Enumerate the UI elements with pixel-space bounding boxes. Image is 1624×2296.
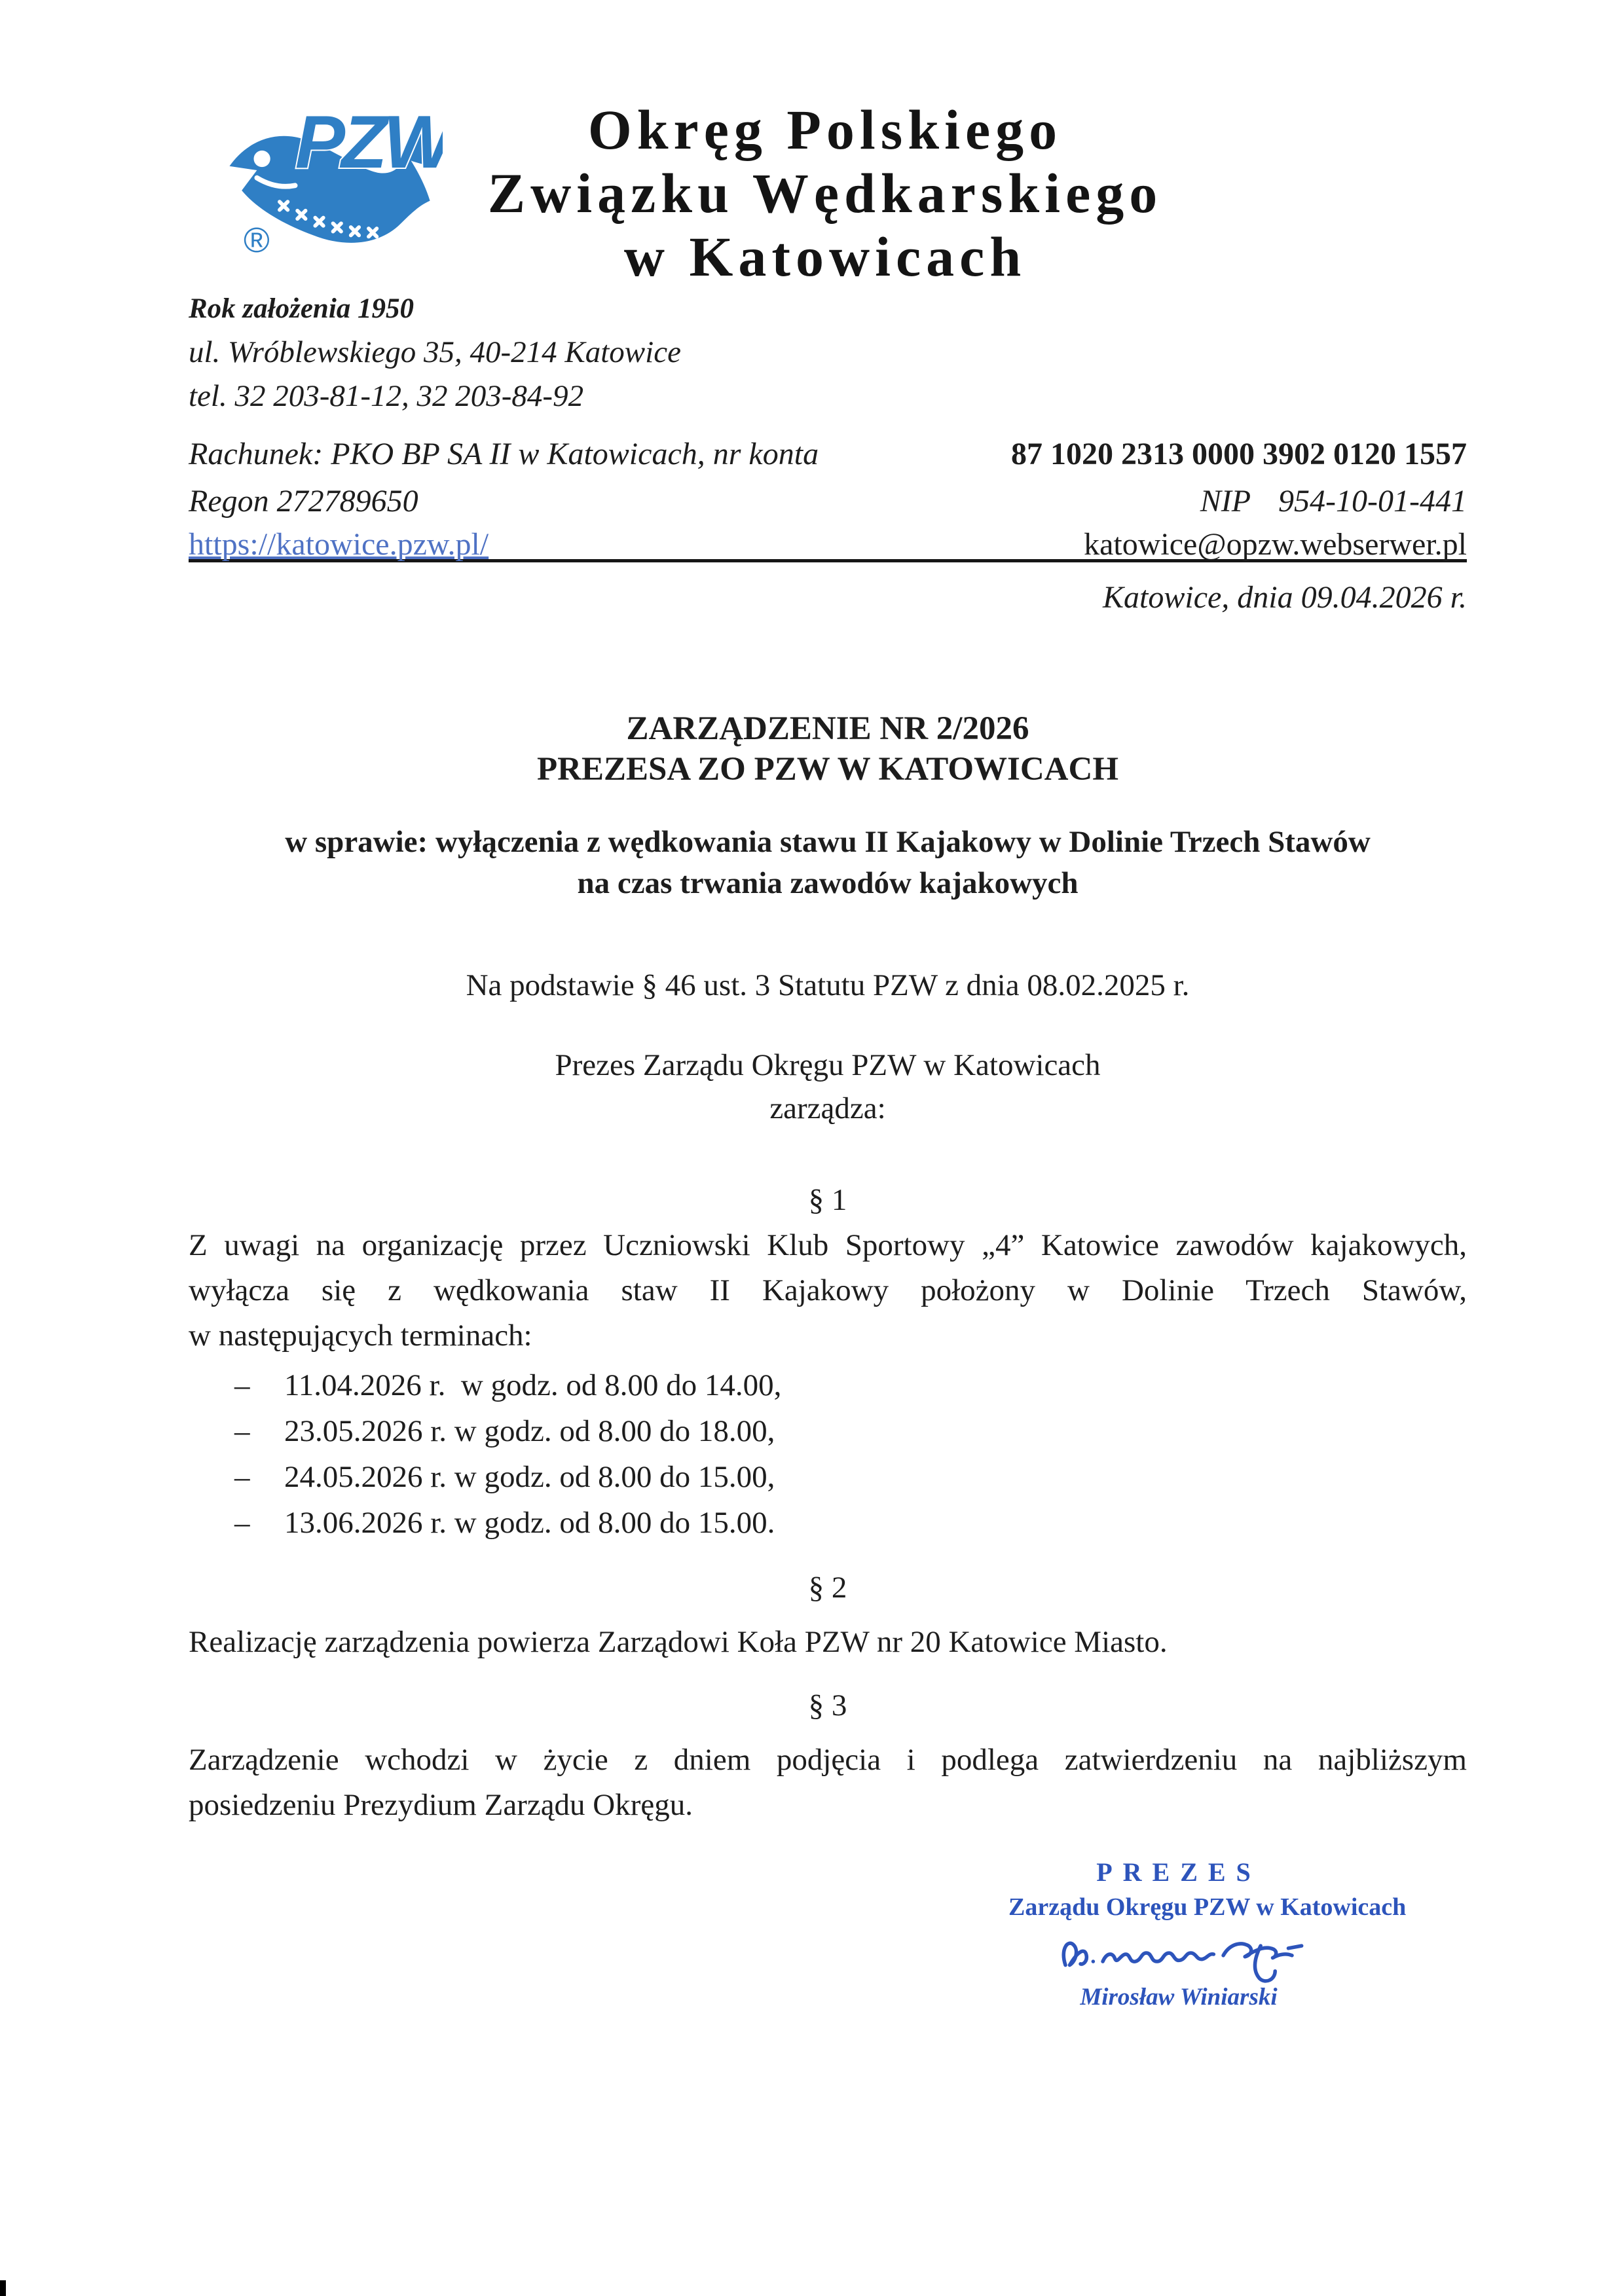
- scan-artifact: [0, 2280, 6, 2296]
- bank-account-row: [189, 436, 1467, 473]
- registered-trademark-icon: ®: [244, 221, 270, 260]
- section-1: [189, 1182, 1467, 1546]
- legal-basis: Na podstawie § 46 ust. 3 Statutu PZW z dnia 08.02.2025 r.: [466, 968, 1190, 1002]
- list-dash: –: [234, 1414, 250, 1448]
- section-3-paragraph: [189, 1738, 1467, 1828]
- phone-numbers: tel. 32 203-81-12, 32 203-84-92: [189, 379, 584, 413]
- org-name: [406, 98, 1244, 289]
- letterhead-ids-block: [189, 436, 1467, 615]
- list-item: [189, 1362, 1467, 1408]
- handwritten-signature-icon: [1038, 1924, 1320, 1984]
- list-item-text: 13.06.2026 r. w godz. od 8.00 do 15.00.: [284, 1506, 775, 1540]
- regon-nip-row: [189, 483, 1467, 520]
- list-dash: –: [234, 1506, 250, 1540]
- list-item-text: 11.04.2026 r. w godz. od 8.00 do 14.00,: [284, 1368, 782, 1402]
- dateline: Katowice, dnia 09.04.2026 r.: [1102, 580, 1467, 615]
- list-dash: –: [234, 1368, 250, 1402]
- list-dash: –: [234, 1460, 250, 1494]
- signer-title: PREZES: [1096, 1857, 1261, 1887]
- pzw-logo-text: PZW: [295, 100, 443, 185]
- section-1-line2: wyłącza się z wędkowania staw II Kajakowy położony w Dolinie Trzech Stawów,: [189, 1273, 1467, 1307]
- signer-organization: Zarządu Okręgu PZW w Katowicach: [1008, 1893, 1407, 1921]
- letterhead-contact-block: [189, 287, 681, 418]
- signature-block: [1008, 1857, 1407, 2011]
- section-1-line1: Z uwagi na organizację przez Uczniowski Klub Sportowy „4” Katowice zawodów kajakowych,: [189, 1228, 1467, 1262]
- section-3-line1: Zarządzenie wchodzi w życie z dniem podjęcia i podlega zatwierdzeniu na najbliższym: [189, 1743, 1467, 1777]
- nip-value: 954-10-01-441: [1278, 484, 1467, 519]
- list-item: [189, 1408, 1467, 1454]
- section-2-number: § 2: [808, 1571, 847, 1605]
- section-3: [189, 1688, 1467, 1828]
- section-1-paragraph: [189, 1223, 1467, 1358]
- list-item: [189, 1454, 1467, 1500]
- regon-number: Regon 272789650: [189, 484, 418, 519]
- section-3-number: § 3: [808, 1688, 847, 1722]
- org-name-line2: Związku Wędkarskiego: [487, 162, 1163, 225]
- web-email-row: [189, 526, 1467, 563]
- email-address: katowice@opzw.webserwer.pl: [1084, 527, 1467, 562]
- list-item-text: 23.05.2026 r. w godz. od 8.00 do 18.00,: [284, 1414, 775, 1448]
- bank-account-label: Rachunek: PKO BP SA II w Katowicach, nr konta: [189, 437, 819, 471]
- nip-number: [1200, 483, 1467, 520]
- street-address: ul. Wróblewskiego 35, 40-214 Katowice: [189, 335, 681, 369]
- section-2: [189, 1570, 1467, 1665]
- issuer-statement: [189, 1044, 1467, 1130]
- document-subject-line2: na czas trwania zawodów kajakowych: [577, 866, 1079, 900]
- section-2-text: Realizację zarządzenia powierza Zarządowi Koła PZW nr 20 Katowice Miasto.: [189, 1625, 1168, 1659]
- document-title-line2: PREZESA ZO PZW W KATOWICACH: [537, 751, 1118, 788]
- issuer-line2: zarządza:: [769, 1091, 886, 1125]
- document-subject: [189, 822, 1467, 904]
- schedule-list: [189, 1362, 1467, 1546]
- org-name-line3: w Katowicach: [623, 225, 1027, 288]
- nip-label: NIP: [1200, 484, 1251, 519]
- document-subject-line1: w sprawie: wyłączenia z wędkowania stawu II Kajakowy w Dolinie Trzech Stawów: [285, 825, 1371, 859]
- list-item: [189, 1500, 1467, 1546]
- section-1-number: § 1: [808, 1183, 847, 1217]
- issuer-line1: Prezes Zarządu Okręgu PZW w Katowicach: [555, 1048, 1101, 1082]
- org-name-line1: Okręg Polskiego: [587, 98, 1063, 161]
- list-item-text: 24.05.2026 r. w godz. od 8.00 do 15.00,: [284, 1460, 775, 1494]
- bank-account-number: 87 1020 2313 0000 3902 0120 1557: [1011, 437, 1467, 471]
- section-3-line2: posiedzeniu Prezydium Zarządu Okręgu.: [189, 1788, 693, 1822]
- signer-name: Mirosław Winiarski: [1080, 1984, 1278, 2011]
- section-1-line3: w następujących terminach:: [189, 1319, 532, 1353]
- website-link[interactable]: https://katowice.pzw.pl/: [189, 527, 489, 562]
- document-title-line1: ZARZĄDZENIE NR 2/2026: [626, 710, 1029, 747]
- founded-year: Rok założenia 1950: [189, 293, 415, 324]
- document-title: [189, 708, 1467, 790]
